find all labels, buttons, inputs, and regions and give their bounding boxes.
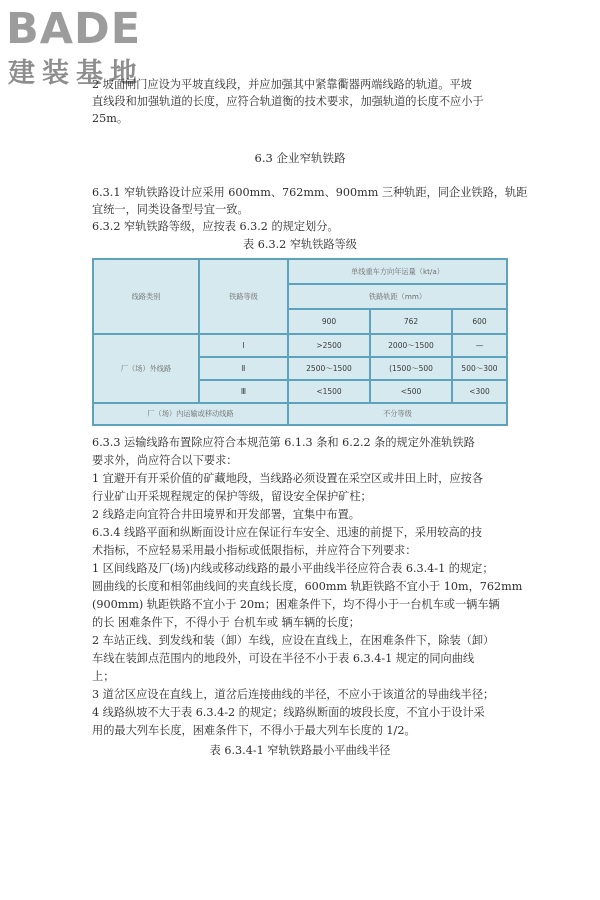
- paragraph-line: (900mm) 轨距铁路不宜小于 20m；困难条件下，均不得小于一台机车或一辆车辆: [92, 598, 500, 611]
- paragraph-line: 2 坡面闸门应设为平坡直线段，并应加强其中紧靠衢器两端线路的轨道。平坡: [92, 78, 472, 91]
- paragraph-line: 用的最大列车长度，困难条件下，不得小于最大列车长度的 1/2。: [92, 724, 416, 737]
- table-cell: (1500～500: [370, 357, 452, 380]
- header-gauge: 铁路轨距（mm）: [288, 284, 507, 309]
- paragraph-line: 上；: [92, 670, 115, 683]
- grade-cell: Ⅲ: [199, 380, 288, 403]
- row-internal-grade: 不分等级: [288, 403, 507, 425]
- row-group-external: 厂（场）外线路: [93, 334, 199, 403]
- paragraph-line: 要求外，尚应符合以下要求：: [92, 454, 238, 467]
- paragraph-line: 1 宜避开有开采价值的矿藏地段，当线路必须设置在采空区或井田上时，应按各: [92, 472, 484, 485]
- gauge-762: 762: [370, 309, 452, 334]
- table-cell: <300: [452, 380, 507, 403]
- paragraph-line: 车线在装卸点范围内的地段外，可设在半径不小于表 6.3.4-1 规定的同向曲线: [92, 652, 475, 665]
- paragraph-line: 25m。: [92, 112, 129, 125]
- table-cell: <1500: [288, 380, 370, 403]
- paragraph-line: 行业矿山开采规程规定的保护等级，留设安全保护矿柱；: [92, 490, 372, 503]
- table-cell: 2000～1500: [370, 334, 452, 357]
- paragraph-line: 4 线路纵坡不大于表 6.3.4-2 的规定；线路纵断面的坡段长度，不宜小于设计采: [92, 706, 485, 719]
- table-cell: —: [452, 334, 507, 357]
- paragraph-line: 1 区间线路及厂(场)内线或移动线路的最小平曲线半径应符合表 6.3.4-1 的规定；: [92, 562, 494, 575]
- section-title: 6.3 企业窄轨铁路: [254, 151, 346, 165]
- paragraph-line: 圆曲线的长度和相邻曲线间的夹直线长度，600mm 轨距铁路不宜小于 10m，762mm: [92, 580, 523, 593]
- paragraph-line: 6.3.2 窄轨铁路等级，应按表 6.3.2 的规定划分。: [92, 220, 339, 233]
- paragraph-line: 2 车站正线、到发线和装（卸）车线，应设在直线上，在困难条件下，除装（卸）: [92, 634, 495, 647]
- paragraph-line: 6.3.4 线路平面和纵断面设计应在保证行车安全、迅速的前提下，采用较高的技: [92, 526, 483, 539]
- grade-cell: Ⅱ: [199, 357, 288, 380]
- table-cell: >2500: [288, 334, 370, 357]
- header-line-category: 线路类别: [93, 259, 199, 334]
- table-cell: 2500～1500: [288, 357, 370, 380]
- paragraph-line: 6.3.3 运输线路布置除应符合本规范第 6.1.3 条和 6.2.2 条的规定外准轨铁路: [92, 436, 475, 449]
- paragraph-line: 3 道岔区应设在直线上，道岔后连接曲线的半径，不应小于该道岔的导曲线半径；: [92, 688, 495, 701]
- table-caption-bottom: 表 6.3.4-1 窄轨铁路最小平曲线半径: [209, 744, 391, 757]
- paragraph-line: 直线段和加强轨道的长度，应符合轨道衡的技术要求，加强轨道的长度不应小于: [92, 95, 484, 108]
- header-annual-volume: 单线重车方向年运量（kt/a）: [288, 259, 507, 284]
- paragraph-line: 6.3.1 窄轨铁路设计应采用 600mm、762mm、900mm 三种轨距，同企业铁路，轨距: [92, 186, 528, 199]
- gauge-900: 900: [288, 309, 370, 334]
- table-caption: 表 6.3.2 窄轨铁路等级: [243, 238, 357, 251]
- logo-subtitle: 建装基地: [8, 58, 144, 89]
- paragraph-line: 术指标，不应轻易采用最小指标或低限指标，并应符合下列要求：: [92, 544, 417, 557]
- rail-grade-table: [92, 258, 506, 424]
- paragraph-line: 宜统一，同类设备型号宜一致。: [92, 203, 249, 216]
- gauge-600: 600: [452, 309, 507, 334]
- paragraph-line: 2 线路走向宜符合井田境界和开发部署，宜集中布置。: [92, 508, 360, 521]
- row-internal-lines: 厂（场）内运输或移动线路: [93, 403, 288, 425]
- logo-brand-text: BADE: [6, 4, 142, 54]
- paragraph-line: 的长 困难条件下，不得小于 台机车或 辆车辆的长度；: [92, 616, 360, 629]
- table-cell: <500: [370, 380, 452, 403]
- grade-cell: I: [199, 334, 288, 357]
- header-grade: 铁路等级: [199, 259, 288, 334]
- table-cell: 500～300: [452, 357, 507, 380]
